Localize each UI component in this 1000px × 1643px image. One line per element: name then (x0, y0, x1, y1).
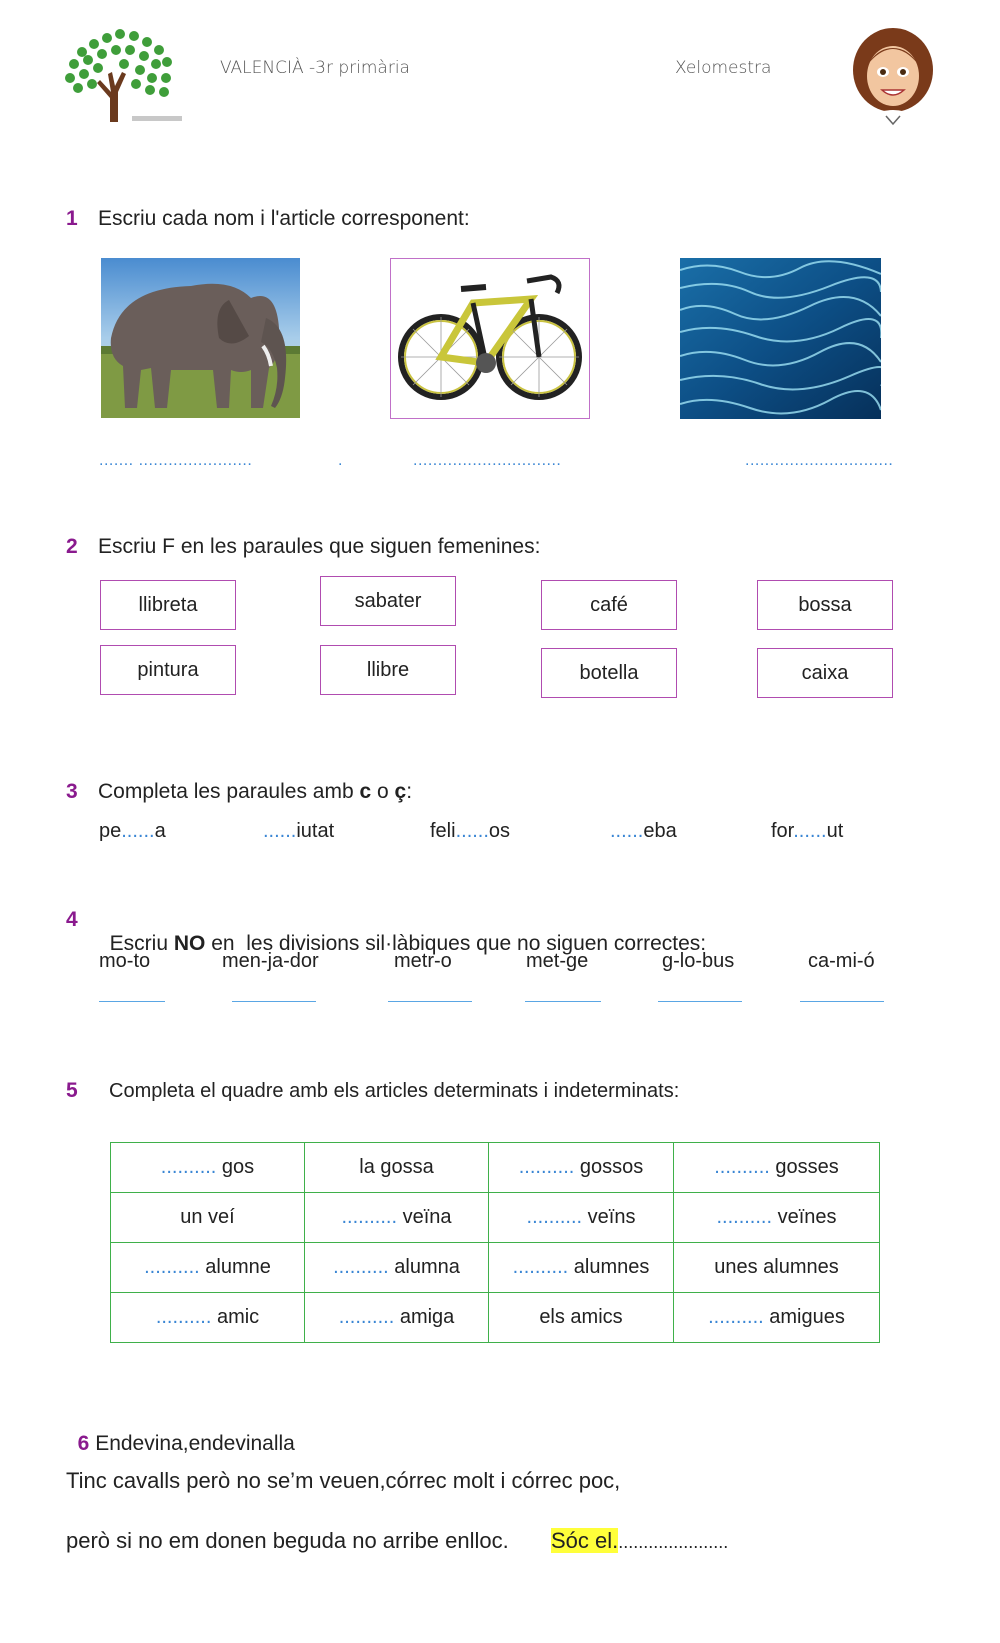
fill-word[interactable]: ......eba (610, 820, 677, 842)
word-box[interactable]: botella (541, 648, 677, 698)
instruction-colon: : (406, 780, 413, 803)
exercise-5-number: 5 (66, 1079, 78, 1102)
word-box[interactable]: bossa (757, 580, 893, 630)
fill-word[interactable]: for......ut (771, 820, 844, 842)
word-box[interactable]: caixa (757, 648, 893, 698)
answer-dots[interactable]: ...................... (618, 1532, 729, 1552)
syllable-word: mo-to (99, 950, 151, 972)
syllable-word: metr-o (394, 950, 452, 972)
answer-label: Sóc el. (551, 1528, 619, 1553)
subject-label: VALENCIÀ -3r primària (220, 58, 410, 78)
exercise-3-instruction (98, 780, 412, 804)
exercise-3-number: 3 (66, 780, 78, 803)
fill-word[interactable]: feli......os (430, 820, 511, 842)
exercise-1-instruction: Escriu cada nom i l'article corresponent: (98, 207, 470, 230)
instruction-text-post: en les divisions sil·làbiques que no siguen correctes: (205, 932, 707, 955)
syllable-word: men-ja-dor (222, 950, 319, 972)
syllable-word: met-ge (526, 950, 589, 972)
table-cell[interactable]: .......... amiga (305, 1293, 489, 1343)
instruction-no: NO (173, 932, 206, 955)
syllable-word: ca-mi-ó (808, 950, 875, 972)
letter-c-cedilla: ç (394, 780, 407, 803)
table-row (111, 1243, 880, 1293)
table-cell[interactable]: .......... gosses (674, 1143, 880, 1193)
teacher-avatar (848, 24, 938, 128)
answer-line[interactable] (99, 1001, 165, 1002)
exercise-6-title: Endevina,endevinalla (89, 1432, 295, 1455)
answer-line[interactable] (232, 1001, 316, 1002)
riddle-line-2: però si no em donen beguda no arribe enlloc. (66, 1528, 509, 1553)
table-row (111, 1193, 880, 1243)
blank-bicycle[interactable]: .............................. (413, 452, 562, 469)
exercise-2-number: 2 (66, 535, 78, 558)
word-box[interactable]: sabater (320, 576, 456, 626)
word-box[interactable]: llibreta (100, 580, 236, 630)
blank-elephant[interactable]: ....... ....................... (99, 452, 253, 469)
exercise-1-number: 1 (66, 207, 78, 230)
blank-dot: . (338, 452, 343, 469)
fill-word[interactable]: pe......a (99, 820, 166, 842)
table-cell[interactable]: .......... alumne (111, 1243, 305, 1293)
answer-line[interactable] (658, 1001, 742, 1002)
table-cell: un veí (111, 1193, 305, 1243)
exercise-6-heading (66, 1408, 295, 1456)
exercise-2-instruction: Escriu F en les paraules que siguen femenines: (98, 535, 541, 558)
table-row (111, 1143, 880, 1193)
answer-line[interactable] (800, 1001, 884, 1002)
exercise-5-instruction: Completa el quadre amb els articles determinats i indeterminats: (109, 1080, 680, 1102)
table-cell[interactable]: .......... alumna (305, 1243, 489, 1293)
exercise-4-number: 4 (66, 908, 78, 931)
table-cell[interactable]: .......... gossos (489, 1143, 674, 1193)
water-image (680, 258, 881, 419)
table-cell[interactable]: .......... amic (111, 1293, 305, 1343)
table-cell[interactable]: .......... alumnes (489, 1243, 674, 1293)
elephant-image (101, 258, 300, 418)
table-cell[interactable]: .......... veïna (305, 1193, 489, 1243)
tree-logo (52, 22, 192, 128)
answer-line[interactable] (388, 1001, 472, 1002)
word-box[interactable]: pintura (100, 645, 236, 695)
fill-word[interactable]: ......iutat (263, 820, 335, 842)
riddle-line-1: Tinc cavalls però no se’m veuen,córrec molt i córrec poc, (66, 1468, 621, 1493)
instruction-text: Escriu (109, 932, 174, 955)
author-label: Xelomestra (675, 58, 772, 78)
blank-water[interactable]: .............................. (745, 452, 894, 469)
table-cell: els amics (489, 1293, 674, 1343)
table-cell[interactable]: .......... veïns (489, 1193, 674, 1243)
exercise-6-number: 6 (77, 1432, 90, 1455)
instruction-o: o (371, 780, 395, 803)
bicycle-image (390, 258, 590, 419)
word-box[interactable]: llibre (320, 645, 456, 695)
word-box[interactable]: café (541, 580, 677, 630)
table-cell: la gossa (305, 1143, 489, 1193)
table-row (111, 1293, 880, 1343)
instruction-text: Completa les paraules amb (98, 780, 360, 803)
table-cell[interactable]: .......... veïnes (674, 1193, 880, 1243)
letter-c: c (359, 780, 372, 803)
table-cell[interactable]: .......... gos (111, 1143, 305, 1193)
syllable-word: g-lo-bus (662, 950, 735, 972)
exercise-4-instruction (98, 908, 706, 956)
answer-line[interactable] (525, 1001, 601, 1002)
table-cell[interactable]: .......... amigues (674, 1293, 880, 1343)
table-cell: unes alumnes (674, 1243, 880, 1293)
articles-table (110, 1142, 880, 1343)
riddle-answer[interactable] (551, 1528, 728, 1554)
